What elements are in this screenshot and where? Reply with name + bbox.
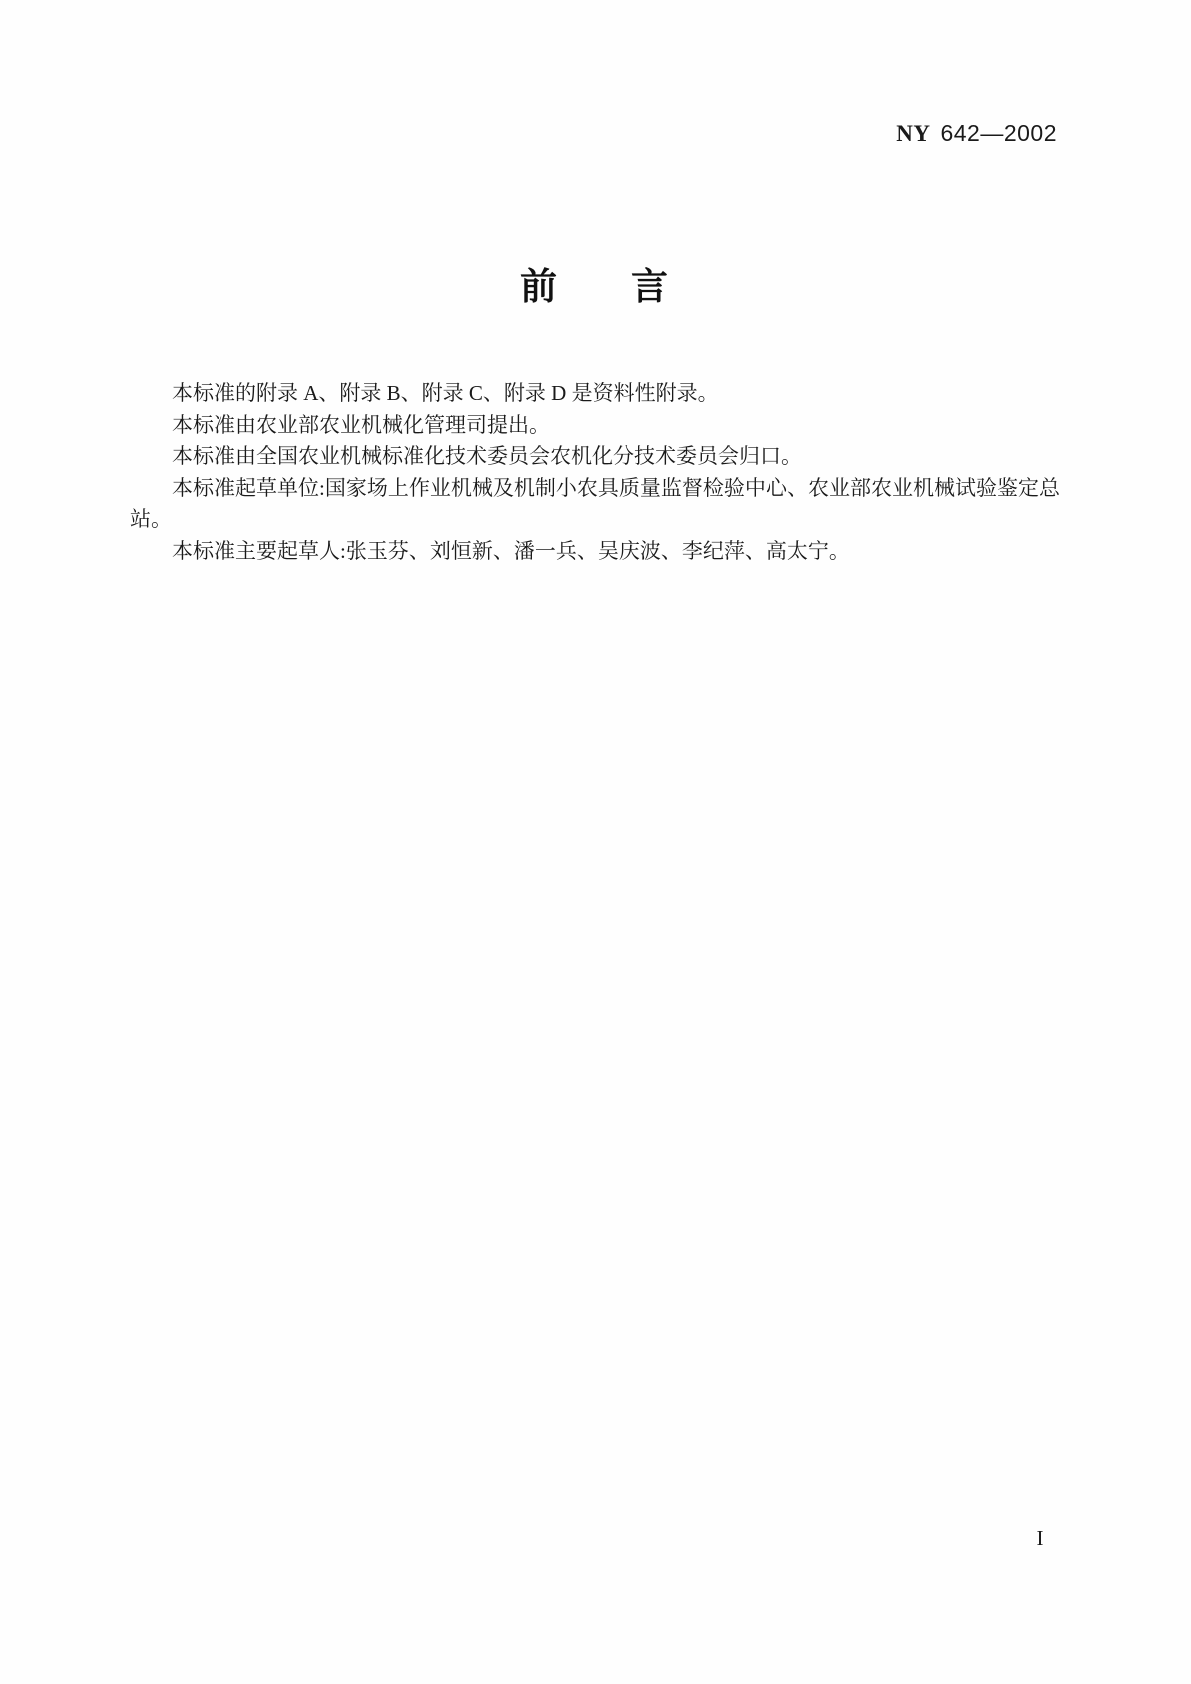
standard-code-prefix: NY bbox=[896, 121, 931, 146]
page-number: I bbox=[1036, 1526, 1044, 1550]
paragraph-centralized-by: 本标准由全国农业机械标准化技术委员会农机化分技术委员会归口。 bbox=[172, 444, 802, 468]
paragraph-annexes: 本标准的附录 A、附录 B、附录 C、附录 D 是资料性附录。 bbox=[172, 381, 719, 405]
standard-code bbox=[0, 120, 1057, 147]
paragraph-drafting-organizations: 本标准起草单位:国家场上作业机械及机制小农具质量监督检验中心、农业部农业机械试验鉴定总站。 bbox=[130, 475, 1060, 531]
paragraph-proposed-by: 本标准由农业部农业机械化管理司提出。 bbox=[172, 412, 550, 437]
standard-code-number: 642—2002 bbox=[940, 120, 1057, 146]
foreword-body bbox=[130, 378, 1060, 567]
paragraph-drafters: 本标准主要起草人:张玉芬、刘恒新、潘一兵、吴庆波、李纪萍、高太宁。 bbox=[172, 538, 850, 563]
page-title: 前 言 bbox=[520, 266, 668, 307]
